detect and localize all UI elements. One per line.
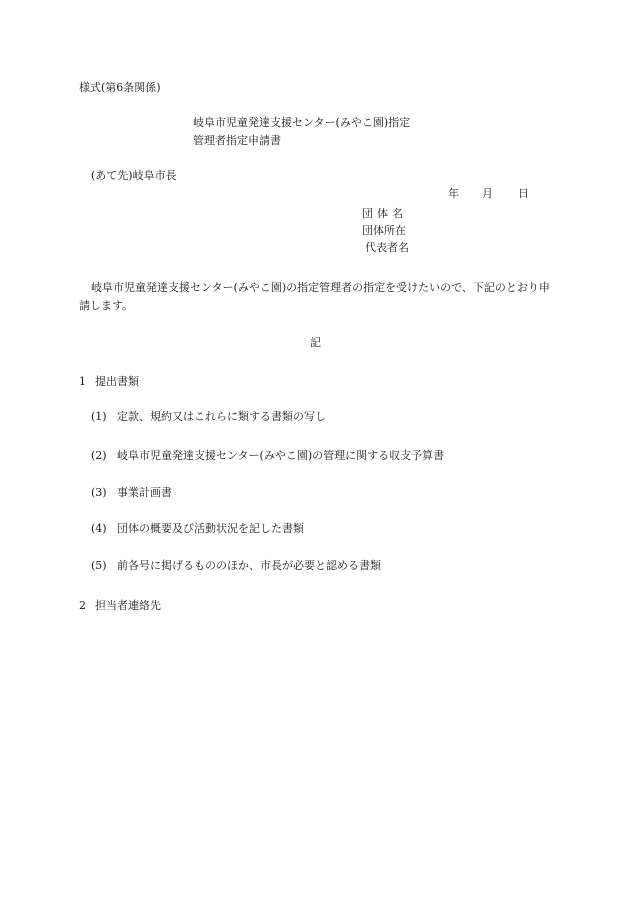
org-name-label: 団体名 xyxy=(362,207,407,220)
section-title: 提出書類 xyxy=(95,375,139,388)
application-body-text: 岐阜市児童発達支援センター(みやこ園)の指定管理者の指定を受けたいので、下記のとおり申請します。 xyxy=(79,281,550,312)
ki-heading: 記 xyxy=(310,336,321,349)
list-item xyxy=(91,560,381,571)
item-text: 団体の概要及び活動状況を記した書類 xyxy=(117,522,304,535)
document-title-line2: 管理者指定申請書 xyxy=(193,134,281,147)
date-day-label: 日 xyxy=(518,187,529,200)
item-number: (5) xyxy=(91,559,107,572)
org-address-label: 団体所在 xyxy=(362,224,406,237)
list-item xyxy=(91,450,444,461)
section-contact-person xyxy=(79,600,161,611)
item-number: (4) xyxy=(91,522,107,535)
item-number: (3) xyxy=(91,486,107,499)
item-text: 事業計画書 xyxy=(117,486,172,499)
section-number: 2 xyxy=(79,599,86,612)
representative-label: 代表者名 xyxy=(365,241,409,254)
form-label: 様式(第6条関係) xyxy=(79,81,161,94)
section-title: 担当者連絡先 xyxy=(95,599,161,612)
list-item xyxy=(91,523,304,534)
date-month-label: 月 xyxy=(482,187,493,200)
list-item xyxy=(91,487,172,498)
section-submission-documents xyxy=(79,376,139,387)
item-number: (1) xyxy=(91,410,107,423)
item-text: 定款、規約又はこれらに類する書類の写し xyxy=(117,410,326,423)
list-item xyxy=(91,411,326,422)
date-year-label: 年 xyxy=(448,187,459,200)
item-text: 岐阜市児童発達支援センター(みやこ園)の管理に関する収支予算書 xyxy=(117,449,445,462)
item-number: (2) xyxy=(91,449,107,462)
section-number: 1 xyxy=(79,375,86,388)
item-text: 前各号に掲げるもののほか、市長が必要と認める書類 xyxy=(117,559,381,572)
addressee: (あて先)岐阜市長 xyxy=(91,169,177,182)
document-title-line1: 岐阜市児童発達支援センター(みやこ園)指定 xyxy=(193,116,411,129)
